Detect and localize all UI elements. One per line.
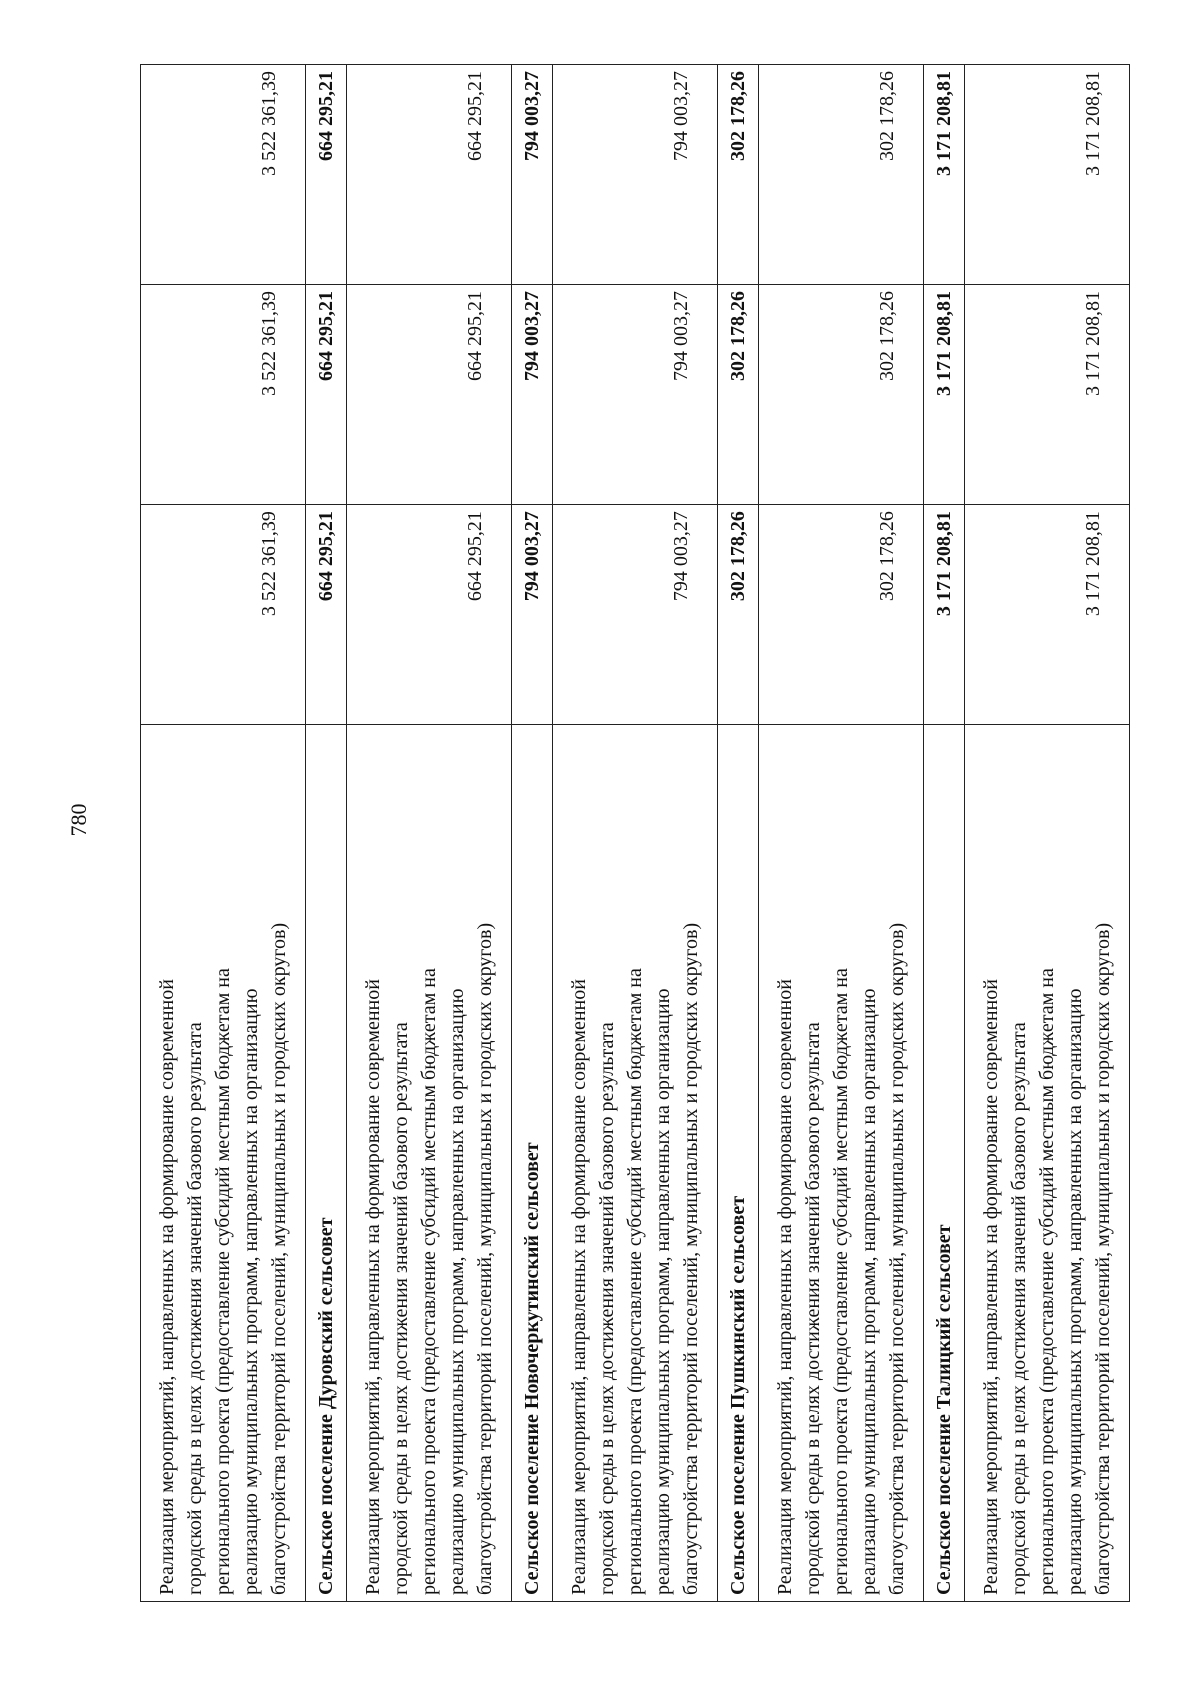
description-line: Реализация мероприятий, направленных на формирование современной (980, 979, 1002, 1595)
description-line: реализацию муниципальных программ, направленных на организацию (240, 988, 262, 1595)
amount-cell-1: 3 171 208,81 (924, 505, 965, 725)
amount-cell-3: 3 171 208,81 (924, 65, 965, 285)
description-line: регионального проекта (предоставление субсидий местным бюджетам на (830, 968, 852, 1595)
measure-row (553, 65, 718, 1602)
amount-cell-1: 3 171 208,81 (965, 505, 1130, 725)
settlement-name-cell: Сельское поселение Новочеркутинский сельсовет (512, 725, 553, 1602)
description-line: Реализация мероприятий, направленных на формирование современной (362, 979, 384, 1595)
description-line: регионального проекта (предоставление субсидий местным бюджетам на (212, 968, 234, 1595)
amount-cell-1: 794 003,27 (553, 505, 718, 725)
amount-cell-3: 3 522 361,39 (141, 65, 306, 285)
settlement-heading-row (718, 65, 759, 1602)
table-body (141, 65, 1130, 1602)
measure-description-cell (759, 725, 924, 1602)
description-line: регионального проекта (предоставление субсидий местным бюджетам на (418, 968, 440, 1595)
description-line: городской среды в целях достижения значений базового результата (596, 1022, 618, 1595)
amount-cell-2: 302 178,26 (718, 285, 759, 505)
description-line: благоустройства территорий поселений, муниципальных и городских округов) (474, 922, 496, 1595)
measure-row (965, 65, 1130, 1602)
description-line: регионального проекта (предоставление субсидий местным бюджетам на (624, 968, 646, 1595)
settlement-name-cell: Сельское поселение Талицкий сельсовет (924, 725, 965, 1602)
measure-row (141, 65, 306, 1602)
amount-cell-1: 794 003,27 (512, 505, 553, 725)
description-line: реализацию муниципальных программ, направленных на организацию (1064, 988, 1086, 1595)
amount-cell-2: 3 522 361,39 (141, 285, 306, 505)
table-container (140, 64, 1114, 1602)
measure-description-cell (965, 725, 1130, 1602)
settlement-name-cell: Сельское поселение Пушкинский сельсовет (718, 725, 759, 1602)
amount-cell-2: 794 003,27 (512, 285, 553, 505)
amount-cell-2: 3 171 208,81 (965, 285, 1130, 505)
description-line: реализацию муниципальных программ, направленных на организацию (652, 988, 674, 1595)
measure-description-cell (347, 725, 512, 1602)
description-line: Реализация мероприятий, направленных на формирование современной (568, 979, 590, 1595)
settlement-name-cell: Сельское поселение Дуровский сельсовет (306, 725, 347, 1602)
amount-cell-1: 664 295,21 (347, 505, 512, 725)
description-line: реализацию муниципальных программ, направленных на организацию (446, 988, 468, 1595)
description-line: городской среды в целях достижения значений базового результата (390, 1022, 412, 1595)
amount-cell-3: 302 178,26 (759, 65, 924, 285)
description-line: Реализация мероприятий, направленных на формирование современной (156, 979, 178, 1595)
amount-cell-3: 794 003,27 (512, 65, 553, 285)
measure-description-cell (141, 725, 306, 1602)
description-line: регионального проекта (предоставление субсидий местным бюджетам на (1036, 968, 1058, 1595)
description-line: реализацию муниципальных программ, направленных на организацию (858, 988, 880, 1595)
measure-row (759, 65, 924, 1602)
measure-row (347, 65, 512, 1602)
description-line: городской среды в целях достижения значений базового результата (184, 1022, 206, 1595)
amount-cell-3: 302 178,26 (718, 65, 759, 285)
amount-cell-1: 302 178,26 (759, 505, 924, 725)
description-line: благоустройства территорий поселений, муниципальных и городских округов) (1092, 922, 1114, 1595)
amount-cell-3: 3 171 208,81 (965, 65, 1130, 285)
amount-cell-3: 664 295,21 (347, 65, 512, 285)
description-line: благоустройства территорий поселений, муниципальных и городских округов) (268, 922, 290, 1595)
amount-cell-2: 3 171 208,81 (924, 285, 965, 505)
description-line: городской среды в целях достижения значений базового результата (802, 1022, 824, 1595)
measure-description-cell (553, 725, 718, 1602)
amount-cell-1: 3 522 361,39 (141, 505, 306, 725)
rotated-table-frame (140, 64, 1114, 1602)
amount-cell-2: 794 003,27 (553, 285, 718, 505)
description-line: городской среды в целях достижения значений базового результата (1008, 1022, 1030, 1595)
amount-cell-2: 302 178,26 (759, 285, 924, 505)
settlement-heading-row (924, 65, 965, 1602)
description-line: Реализация мероприятий, направленных на формирование современной (774, 979, 796, 1595)
amount-cell-3: 664 295,21 (306, 65, 347, 285)
description-line: благоустройства территорий поселений, муниципальных и городских округов) (680, 922, 702, 1595)
amount-cell-2: 664 295,21 (306, 285, 347, 505)
amount-cell-1: 664 295,21 (306, 505, 347, 725)
description-line: благоустройства территорий поселений, муниципальных и городских округов) (886, 922, 908, 1595)
amount-cell-3: 794 003,27 (553, 65, 718, 285)
settlement-heading-row (306, 65, 347, 1602)
amount-cell-1: 302 178,26 (718, 505, 759, 725)
budget-table (140, 64, 1130, 1602)
amount-cell-2: 664 295,21 (347, 285, 512, 505)
settlement-heading-row (512, 65, 553, 1602)
page-number: 780 (66, 803, 91, 837)
